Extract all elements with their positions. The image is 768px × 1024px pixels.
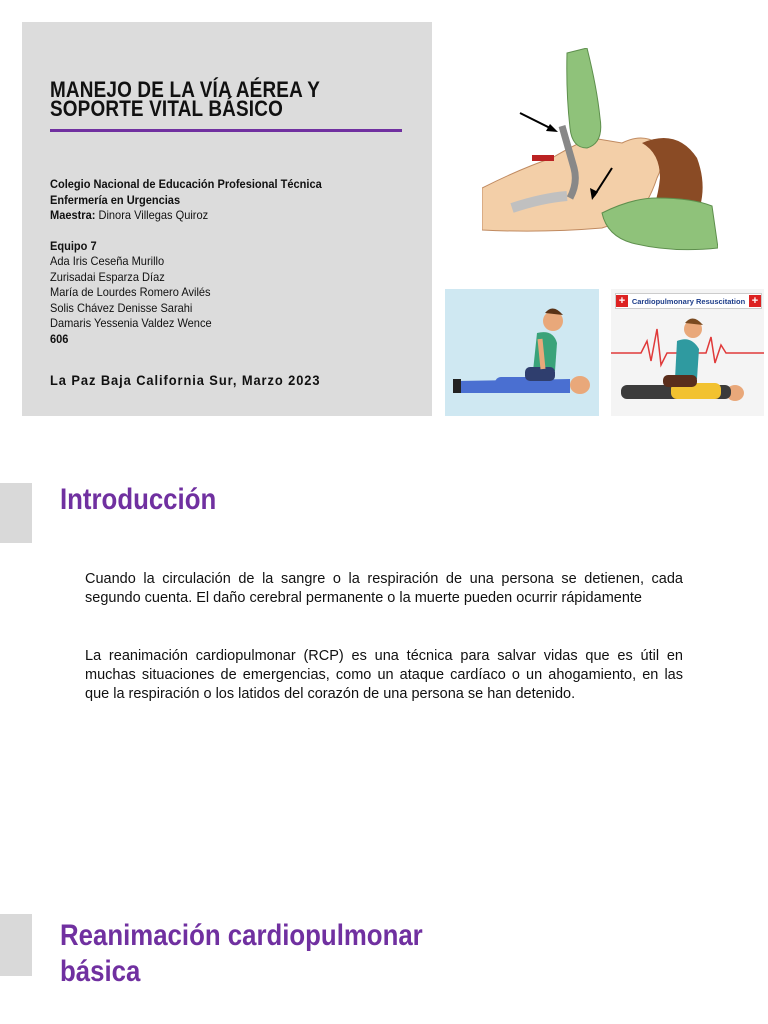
document-title [50,77,368,121]
section-marker [0,483,32,543]
cpr-banner-label: Cardiopulmonary Resuscitation [631,296,746,306]
rcp-heading-line-2: básica [60,955,141,988]
rcp-heading-line-1: Reanimación cardiopulmonar [60,919,423,952]
group-number: 606 [50,331,69,346]
red-cross-icon: + [616,295,628,307]
rcp-heading [60,918,473,990]
title-underline [50,129,402,132]
cover-block [22,22,432,416]
title-line-1: MANEJO DE LA VÍA AÉREA Y [50,77,321,102]
intro-paragraph-1: Cuando la circulación de la sangre o la respiración de una persona se detienen, cada segundo cuenta. El daño cerebral permanente o la muerte pueden ocurrir rápidamente [85,571,683,606]
cover-info [50,177,322,347]
airway-illustration [482,48,718,258]
member-item: Zurisadai Esparza Díaz [50,269,165,284]
section-marker [0,914,32,976]
member-item: Damaris Yessenia Valdez Wence [50,316,212,330]
member-item: Solis Chávez Denisse Sarahi [50,300,193,315]
school-name: Colegio Nacional de Educación Profesional Técnica [50,177,322,191]
member-item: María de Lourdes Romero Avilés [50,285,211,299]
team-label: Equipo 7 [50,238,97,253]
title-line-2: SOPORTE VITAL BÁSICO [50,96,283,121]
member-item: Ada Iris Ceseña Murillo [50,254,165,268]
cpr-illustration [445,289,599,416]
teacher-label: Maestra: [50,208,96,222]
intro-heading: Introducción [60,483,217,516]
teacher-line [50,208,322,224]
teacher-name: Dinora Villegas Quiroz [98,208,209,222]
place-date: La Paz Baja California Sur, Marzo 2023 [50,372,321,388]
red-cross-icon: + [749,295,761,307]
intro-paragraph-2: La reanimación cardiopulmonar (RCP) es una técnica para salvar vidas que es útil en muchas situaciones de emergencias, como un ataque cardíaco o un ahogamiento, en las que la respiración o los latidos del corazón de una persona se han detenido. [85,648,683,702]
program-name: Enfermería en Urgencias [50,192,181,207]
cpr-banner-illustration [611,289,764,416]
